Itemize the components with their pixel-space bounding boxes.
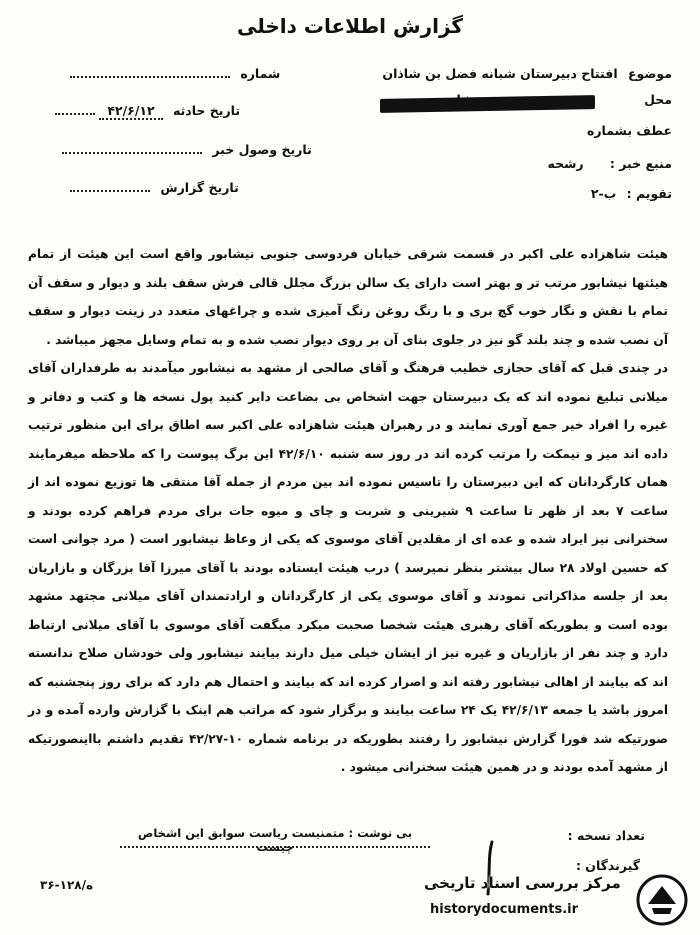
subject-field	[382, 66, 672, 81]
incident-date-field	[55, 103, 240, 118]
watermark	[410, 868, 695, 930]
document-title: گزارش اطلاعات داخلی	[236, 14, 464, 38]
subject-value: افتتاح دبیرستان شبانه فضل بن شاذان	[382, 66, 618, 81]
number-dots	[70, 76, 230, 78]
report-date-dots	[70, 190, 150, 192]
cc-underline	[120, 846, 430, 848]
archive-logo-icon	[636, 874, 688, 926]
document-number: ۳۶-۱۲۸/ه	[40, 878, 94, 892]
redaction-bar	[380, 95, 595, 113]
incident-date-dots	[55, 113, 95, 115]
receipt-date-label: تاریخ وصول خبر	[212, 142, 312, 157]
report-date-field	[70, 180, 239, 195]
place-label: محل	[644, 92, 672, 107]
report-body	[28, 240, 668, 782]
evaluation-value: ب-۲	[590, 186, 617, 201]
evaluation-field	[591, 186, 672, 201]
number-field	[70, 66, 280, 81]
number-label: شماره	[240, 66, 281, 81]
copies-label: تعداد نسخه :	[567, 828, 645, 843]
body-paragraph-1: هیئت شاهزاده علی اکبر در قسمت شرقی خیابان فردوسی جنوبی نیشابور واقع است این هیئت از تمام هیئتها نیشابور مرتب تر و بهتر است دارای یک سالن بزرگ مجلل قالی فرش سقف بلند و دیوار و سقف آن تمام با نقش و نگار خوب گچ بری و با رنگ روغن رنگ آمیزی شده و چراغهای متعدد در زینت دیوار و سقف آن نصب شده و چند بلند گو نیز در جلوی بنای آن بر روی دیوار نصب شده و به تمام وسایل مجهز میباشد .	[28, 247, 668, 347]
receipt-date-field	[62, 142, 312, 157]
source-value: رشحه	[547, 156, 584, 171]
recipients-label: گیرندگان :	[575, 858, 640, 873]
report-date-label: تاریخ گزارش	[160, 180, 239, 195]
watermark-url: historydocuments.ir	[430, 902, 579, 917]
subject-label: موضوع	[627, 66, 672, 81]
body-paragraph-2: در چندی قبل که آقای حجازی خطیب فرهنگ و آقای صالحی از مشهد به نیشابور میآمدند به طرفداران آقای میلانی تبلیغ نموده اند که یک دبیرستان جهت اشخاص بی بضاعت دایر کنید پول نسخه ها و کتب و دفاتر و غیره را افراد خیر جمع آوری نمایند و در رهبران هیئت شاهزاده علی اکبر سه اطاق برای این منظور ترتیب داده اند میز و نیمکت را مرتب کرده اند در روز سه شنبه ۴۲/۶/۱۰ این برگ پیوست را که ملاحظه میفرمایند همان کارگردانان که این دبیرستان را تاسیس نموده اند بین مردم از جمله آقا منتقی ها توزیع نموده اند از ساعت ۷ بعد از ظهر تا ساعت ۹ شیرینی و شربت و چای و میوه جات برای مردم فراهم کرده بودند و سخنرانی نیز ایراد شده و عده ای از مقلدین آقای موسوی که یکی از وعاظ نیشابور است ( مرد جوانی است که حسین اولاد ۲۸ سال بیشتر بنظر نمیرسد ) درب هیئت ایستاده بودند با آقای میرزا آقا بزرگان و بازاریان بعد از جلسه مذاکراتی نمودند و آقای موسوی یکی از کارگردانان و ارادتمندان آقای میلانی مجتهد مشهد بوده است و بطوریکه آقای رهبری هیئت شخصا صحبت میکرد میگفت آقای موسوی با آقای میلانی ارتباط دارد و چند نفر از بازاریان و غیره نیز از ایشان خیلی میل دارند بیایند نیشابور ولی خودشان صلاح ندانسته اند که بیایند از اهالی نیشابور رفته اند و اصرار کرده اند که بیایند و احتمال هم دارد که برای روز پنجشنبه که امروز باشد یا جمعه ۴۲/۶/۱۳ یک ۲۴ ساعت بیایند و برگزار شود که مراتب هم اینک با گزارش وارده آمده و در صورتیکه شد فورا گزارش نیشابور را رفتند بطوریکه در برنامه شماره ۱۰-۴۲/۲۷ تقدیم داشتم بااینصورتیکه از مشهد آمده بودند و در همین هیئت سخنرانی میشود .	[28, 361, 668, 774]
source-label: منبع خبر :	[609, 156, 672, 171]
copies-field	[568, 828, 645, 843]
receipt-date-dots	[62, 152, 202, 154]
watermark-org-name: مرکز بررسی اسناد تاریخی	[424, 874, 621, 892]
evaluation-label: تقویم :	[626, 186, 672, 201]
incident-date-value: ۴۲/۶/۱۲	[99, 103, 162, 120]
source-field	[547, 156, 672, 171]
cc-note: بی نوشت : متمنیست ریاست سوابق این اشخاص چیست	[137, 826, 413, 854]
following-field	[581, 123, 672, 138]
incident-date-label: تاریخ حادثه	[173, 103, 241, 118]
following-label: عطف بشماره	[586, 123, 672, 138]
